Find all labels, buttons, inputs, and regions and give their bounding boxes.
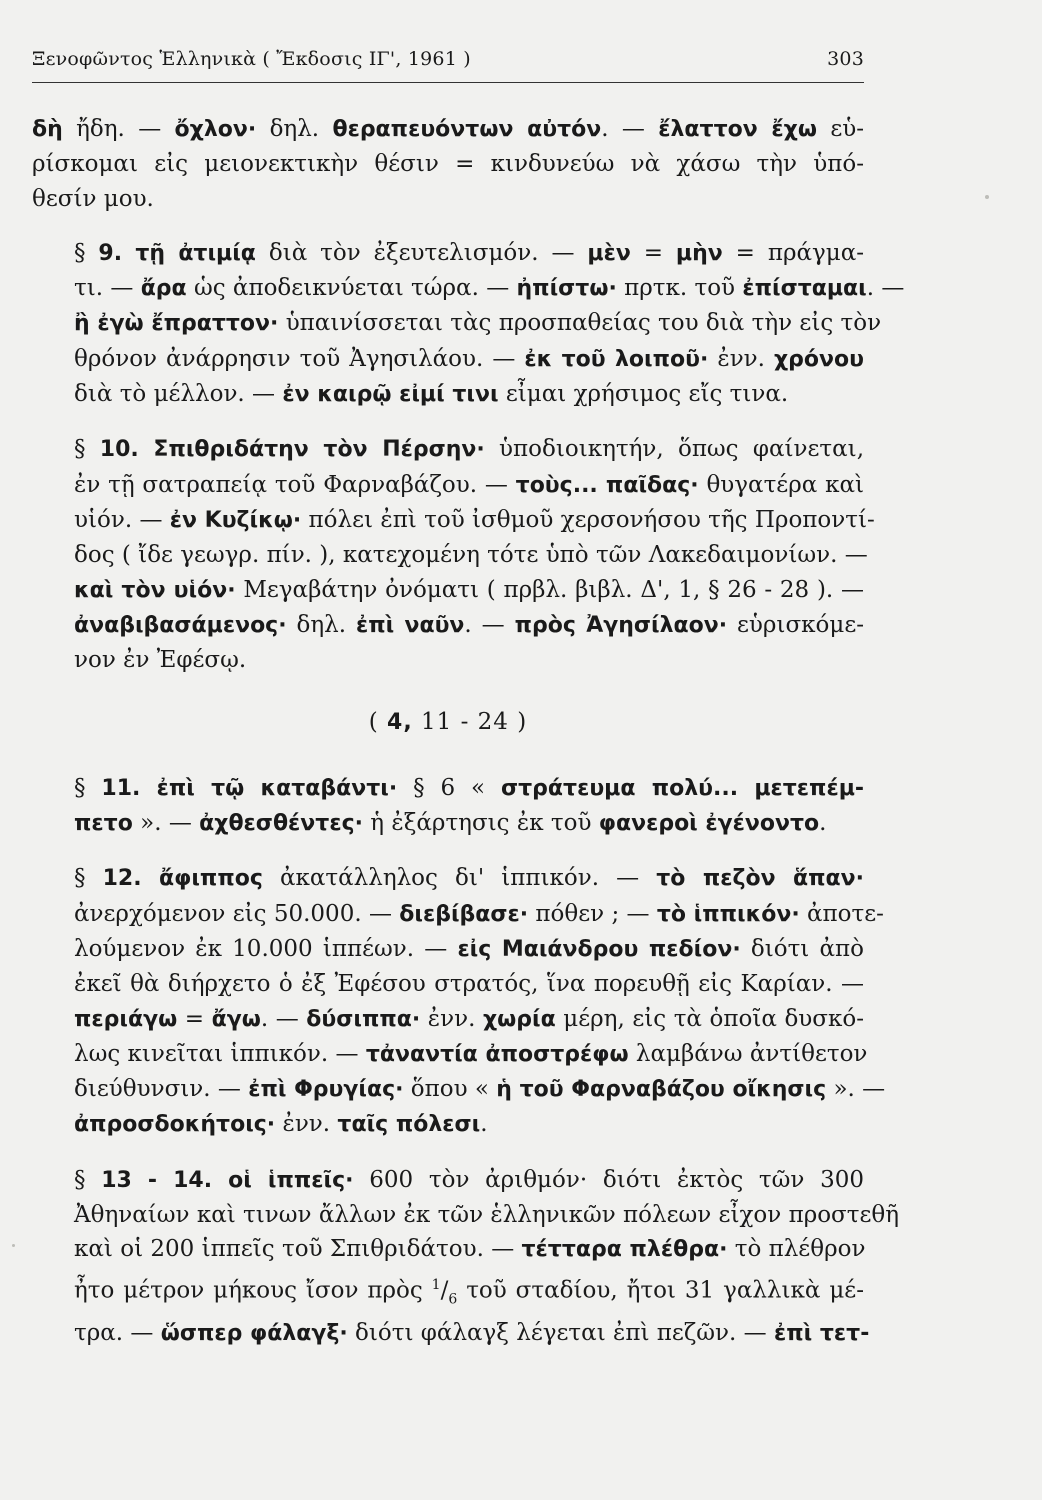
gloss-text: δηλ. [256,116,333,142]
lemma: ὥσπερ φάλαγξ· [160,1321,348,1347]
text-line [32,573,864,608]
lemma: τὸ ἱππικόν· [656,901,800,927]
lemma: ἐν Κυζίκῳ· [169,507,302,533]
commentary-paragraph [32,1163,900,1352]
lemma: θεραπευόντων αὐτόν [332,117,602,142]
lemma: διεβίβασε· [399,901,529,927]
gloss-text: / [440,1277,449,1304]
gloss-text: 600 τὸν ἀριθμόν· διότι ἐκτὸς τῶν 300 [353,1166,865,1193]
lemma: οἱ ἱππεῖς· [228,1167,354,1193]
commentary-body [32,112,905,1371]
text-line [32,468,864,503]
gloss-text: πόλει ἐπὶ τοῦ ἰσθμοῦ χερσονήσου τῆς Προποντί- [301,506,875,533]
section-marker: § 11. [74,774,157,801]
text-line [32,377,864,412]
range-text: 11 - 24 [412,709,509,736]
lemma: στράτευμα πολύ... μετεπέμ- [501,775,865,801]
gloss-text: πόθεν ; — [528,900,657,927]
gloss-text: ἀνερχόμενον εἰς 50.000. — [74,900,400,927]
gloss-text: διότι φάλαγξ λέγεται ἐπὶ πεζῶν. — [347,1320,774,1347]
gloss-text: Ἀθηναίων καὶ τινων ἄλλων ἐκ τῶν ἑλληνικῶν πόλεων εἶχον προστεθῆ [74,1202,900,1229]
section-marker: § 13 - 14. [74,1166,229,1193]
gloss-text: ὑποδιοικητήν, ὅπως φαίνεται, [484,436,864,463]
lemma: τοὺς... παῖδας· [515,472,699,498]
lemma: ἐπὶ τετ- [773,1321,870,1347]
lemma: εἰς Μαιάνδρου πεδίον· [457,936,741,962]
gloss-text: ὡς ἀποδεικνύεται τώρα. — [186,275,517,302]
gloss-text: τρα. — [74,1320,161,1347]
lemma: ἀχθεσθέντες· [199,811,363,837]
gloss-text: εὑρισκόμε- [727,611,865,638]
text-line [32,147,864,181]
lemma: καὶ τὸν υἱόν· [74,577,236,603]
gloss-text: ἀποτε- [799,900,884,927]
text-line [32,608,864,643]
gloss-text: = [630,239,676,266]
text-line [32,967,864,1001]
text-line [32,271,905,306]
gloss-text: . — [260,1005,307,1032]
paper-speck [985,195,989,199]
text-line [32,1198,900,1232]
gloss-text: τι. — [74,275,141,302]
lemma: Σπιθριδάτην τὸν Πέρσην· [153,437,485,463]
gloss-text: . — [601,116,659,142]
gloss-text: . [480,1111,488,1138]
section-marker: § 12. [74,865,160,892]
fraction-denominator: 6 [448,1290,458,1307]
gloss-text: § 6 « [397,774,501,801]
lemma: τὸ πεζὸν ἅπαν· [656,866,864,892]
gloss-text: Μεγαβάτην ὀνόματι ( πρβλ. βιβλ. Δ', 1, § 26 - 28 ). — [235,576,864,603]
gloss-text: . [819,810,827,837]
gloss-text: λούμενον ἐκ 10.000 ἱππέων. — [74,935,458,962]
gloss-text: ἐνν. [708,345,774,372]
gloss-text: νον ἐν Ἐφέσῳ. [74,647,247,674]
lemma: ἄγω [211,1006,261,1032]
gloss-text: = [177,1005,212,1032]
text-line [32,503,875,538]
fraction-numerator: 1 [431,1276,441,1293]
lemma: ἄφιππος [159,866,263,892]
gloss-text: δηλ. [286,611,356,638]
page-number: 303 [827,48,864,70]
text-line [32,1002,864,1037]
gloss-text: καὶ οἱ 200 ἱππεῖς τοῦ Σπιθριδάτου. — [74,1236,522,1263]
gloss-text: ἐν τῇ σατραπείᾳ τοῦ Φαρναβάζου. — [74,471,516,498]
gloss-text: διὰ τὸ μέλλον. — [74,381,283,408]
lemma: ἄρα [140,276,187,302]
lemma: χρόνου [773,346,864,372]
text-line [32,1268,864,1317]
text-line [32,1072,886,1107]
gloss-text: = πράγμα- [722,239,865,266]
gloss-text: ἡ ἐξάρτησις ἐκ τοῦ [362,810,599,837]
gloss-text: διεύθυνσιν. — [74,1076,249,1103]
gloss-text: υἱόν. — [74,506,170,533]
commentary-paragraph [32,112,864,216]
gloss-text: δος ( ἴδε γεωγρ. πίν. ), κατεχομένη τότε ὑπὸ τῶν Λακεδαιμονίων. — [74,542,868,569]
text-line [32,1232,864,1267]
commentary-paragraph [32,236,905,412]
text-line [32,306,882,341]
gloss-text: τοῦ σταδίου, ἤτοι 31 γαλλικὰ μέ- [457,1277,864,1304]
lemma: ἀπροσδοκήτοις· [74,1112,276,1138]
commentary-paragraph [32,861,886,1142]
lemma: δύσιππα· [306,1006,421,1032]
text-line [32,1163,864,1198]
lemma: ἐπὶ Φρυγίας· [248,1077,404,1103]
gloss-text: εὑ- [816,116,864,142]
paper-speck [12,1244,15,1247]
lemma: χωρία [482,1006,556,1032]
text-line [32,932,864,967]
text-line [32,861,864,896]
section-marker: § 10. [74,436,154,463]
gloss-text: ἐκεῖ θὰ διήρχετο ὁ ἐξ Ἐφέσου στρατός, ἵνα πορευθῇ εἰς Καρίαν. — [74,971,864,998]
lemma: ταῖς πόλεσι [337,1112,481,1138]
gloss-text: ὅπου « [403,1076,497,1103]
text-line [32,1316,870,1351]
gloss-text: εἶμαι χρήσιμος εἴς τινα. [498,381,789,408]
gloss-text: ἐνν. [275,1111,338,1138]
gloss-text: . — [464,611,515,638]
lemma: περιάγω [74,1006,178,1032]
text-line [32,897,884,932]
text-line [32,771,864,806]
range-book-number: 4, [387,710,413,736]
lemma: ἐπίσταμαι [742,276,867,302]
header-title: Ξενοφῶντος Ἑλληνικὰ ( Ἔκδοσις ΙΓ', 1961 ) [32,48,471,70]
gloss-text: ». — [826,1076,886,1103]
lemma: ἀναβιβασάμενος· [74,612,287,638]
lemma: τῇ ἀτιμίᾳ [135,240,256,266]
lemma: ἐν καιρῷ εἰμί τινι [282,382,499,408]
gloss-text: ἐνν. [420,1005,483,1032]
gloss-text: θρόνον ἀνάρρησιν τοῦ Ἀγησιλάου. — [74,345,525,372]
gloss-text: τὸ πλέθρον [727,1236,866,1263]
lemma: πετο [74,811,133,837]
lemma: μὴν [675,240,723,266]
lemma: ἐπὶ τῷ καταβάντι· [156,775,398,801]
gloss-text: ἀκατάλληλος δι' ἱππικόν. — [262,865,657,892]
lemma: ἢ ἐγὼ ἔπραττον· [74,311,279,337]
text-line [32,182,864,216]
gloss-text: λαμβάνω ἀντίθετον [628,1040,868,1067]
text-line [32,806,864,841]
lemma: δὴ [32,117,63,142]
lemma: πρὸς Ἀγησίλαον· [514,612,728,638]
lemma: τέτταρα πλέθρα· [521,1237,728,1263]
gloss-text: ἤδη. — [62,116,175,142]
gloss-text: διὰ τὸν ἐξευτελισμόν. — [255,239,588,266]
lemma: ἠπίστω· [516,276,617,302]
lemma: μὲν [587,240,631,266]
gloss-text: μέρη, εἰς τὰ ὁποῖα δυσκό- [555,1005,864,1032]
text-line [32,1107,864,1142]
lemma: ἡ τοῦ Φαρναβάζου οἴκησις [496,1077,827,1103]
text-line [32,342,864,377]
text-line [32,643,864,677]
gloss-text: θυγατέρα καὶ [698,471,864,498]
section-marker: § 9. [74,239,136,266]
gloss-text: πρτκ. τοῦ [616,275,743,302]
text-line [32,538,868,572]
text-line [32,112,864,147]
gloss-text: . — [866,275,905,302]
gloss-text: ἦτο μέτρον μήκους ἴσον πρὸς [74,1277,432,1304]
text-line [32,432,864,467]
lemma: ἔλαττον ἔχω [658,117,817,142]
lemma: ὄχλον· [174,117,257,142]
gloss-text: ὑπαινίσσεται τὰς προσπαθείας του διὰ τὴν εἰς τὸν [278,310,882,337]
gloss-text: διότι ἀπὸ [740,935,865,962]
gloss-text: ». — [132,810,200,837]
gloss-text: θεσίν μου. [32,185,154,212]
lemma: τἀναντία ἀποστρέφω [365,1041,629,1067]
section-range-heading: ( 4, 11 - 24 ) [368,709,528,736]
lemma: ἐκ τοῦ λοιποῦ· [524,346,709,372]
commentary-paragraph [32,771,864,842]
text-line [32,236,864,271]
lemma: φανεροὶ ἐγένοντο [598,811,820,837]
commentary-paragraph [32,432,875,677]
running-header [32,40,864,83]
gloss-text: λως κινεῖται ἱππικόν. — [74,1040,366,1067]
lemma: ἐπὶ ναῦν [355,612,465,638]
text-line [32,1037,868,1072]
gloss-text: ρίσκομαι εἰς μειονεκτικὴν θέσιν = κινδυνεύω νὰ χάσω τὴν ὑπό- [32,151,864,178]
